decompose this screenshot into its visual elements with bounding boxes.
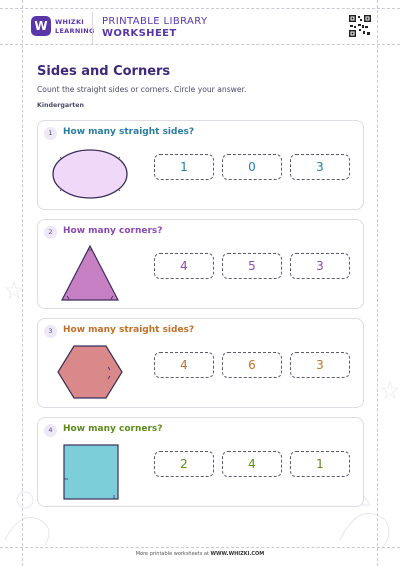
answer-option-1[interactable]: 4 [154, 352, 214, 378]
question-number: 2 [44, 226, 57, 239]
question-prompt: How many straight sides? [63, 127, 195, 137]
oval-shape-icon [50, 145, 130, 203]
answer-option-1[interactable]: 4 [154, 253, 214, 279]
answer-option-2[interactable]: 0 [222, 154, 282, 180]
answer-option-3[interactable]: 1 [290, 451, 350, 477]
worksheet-title: Sides and Corners [37, 64, 171, 79]
footer-text [0, 551, 400, 557]
library-subtitle: WORKSHEET [102, 28, 177, 39]
worksheet-instructions: Count the straight sides or corners. Circle your answer. [37, 85, 247, 94]
square-shape-icon [50, 442, 130, 502]
frame-header-line [0, 44, 400, 45]
answer-option-2[interactable]: 5 [222, 253, 282, 279]
header-divider [92, 12, 93, 44]
grade-label: Kindergarten [37, 102, 85, 109]
answer-option-2[interactable]: 4 [222, 451, 282, 477]
triangle-shape-icon [50, 244, 130, 302]
qr-code-icon [348, 14, 372, 38]
question-prompt: How many corners? [63, 424, 163, 434]
brand-name-line2: LEARNING [55, 27, 95, 35]
brand-name: WHIZKI [55, 18, 84, 26]
question-card-2 [37, 219, 364, 309]
decorative-star-icon [4, 280, 24, 300]
answer-option-3[interactable]: 3 [290, 253, 350, 279]
answer-option-3[interactable]: 3 [290, 154, 350, 180]
whizki-logo-icon: W [31, 16, 51, 36]
footer-link[interactable]: WWW.WHIZKI.COM [210, 551, 265, 557]
footer-label: More printable worksheets at [135, 551, 209, 557]
question-card-4 [37, 417, 364, 507]
answer-option-1[interactable]: 1 [154, 154, 214, 180]
question-card-1 [37, 120, 364, 210]
answer-option-3[interactable]: 3 [290, 352, 350, 378]
library-title: PRINTABLE LIBRARY [102, 16, 208, 27]
question-number: 3 [44, 325, 57, 338]
hexagon-shape-icon [50, 343, 130, 401]
question-prompt: How many corners? [63, 226, 163, 236]
question-card-3 [37, 318, 364, 408]
answer-option-2[interactable]: 6 [222, 352, 282, 378]
frame-top-line [0, 8, 400, 9]
question-number: 4 [44, 424, 57, 437]
question-prompt: How many straight sides? [63, 325, 195, 335]
decorative-star-icon [380, 380, 400, 400]
answer-option-1[interactable]: 2 [154, 451, 214, 477]
question-number: 1 [44, 127, 57, 140]
